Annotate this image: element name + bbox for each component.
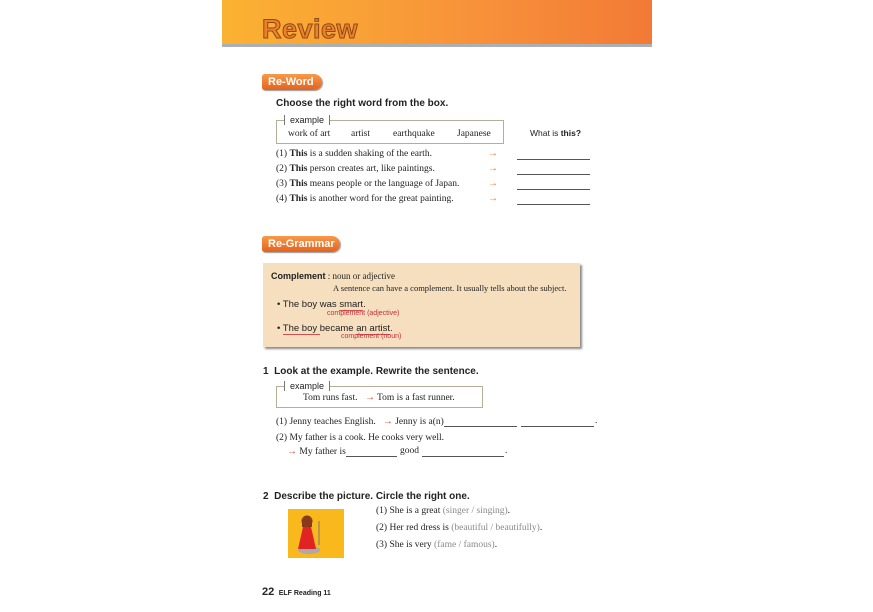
- example-label: example: [284, 381, 330, 391]
- answer-blank[interactable]: [517, 164, 590, 175]
- word: artist: [351, 129, 370, 139]
- complement-note: complement (noun): [341, 333, 402, 340]
- reword-instruction: Choose the right word from the box.: [276, 98, 449, 109]
- singer-picture: [288, 509, 344, 558]
- answer-blank[interactable]: [521, 416, 594, 427]
- example-label: example: [284, 115, 330, 125]
- question-2-answer: → My father is: [287, 446, 346, 457]
- arrow-icon: →: [365, 392, 375, 403]
- arrow-icon: →: [488, 193, 498, 204]
- singer-illustration: [288, 509, 344, 558]
- grammar-description: A sentence can have a complement. It usually tells about the subject.: [333, 283, 567, 293]
- word: Japanese: [457, 129, 491, 139]
- answer-blank[interactable]: [422, 446, 504, 457]
- arrow-icon: →: [488, 178, 498, 189]
- grammar-example-1: • The boy was smart.: [277, 299, 366, 310]
- list-item: (1) This is a sudden shaking of the earth.: [276, 149, 432, 159]
- regrammar-label: Re-Grammar: [262, 236, 340, 252]
- footer: 22 ELF Reading 11: [262, 586, 331, 598]
- arrow-icon: →: [488, 163, 498, 174]
- answer-blank[interactable]: [517, 179, 590, 190]
- grammar-example-2: • The boy became an artist.: [277, 323, 393, 334]
- choice-item: (3) She is very (fame / famous).: [376, 540, 498, 550]
- word-box: [276, 115, 504, 144]
- choice-item: (1) She is a great (singer / singing).: [376, 506, 511, 516]
- page-title: Review: [262, 14, 359, 44]
- grammar-definition: Complement : noun or adjective: [271, 271, 396, 281]
- reword-label: Re-Word: [262, 74, 322, 90]
- list-item: (3) This means people or the language of Japan.: [276, 179, 460, 189]
- period: .: [595, 416, 598, 426]
- exercise-1-title: 1 Look at the example. Rewrite the sentence.: [263, 366, 479, 377]
- example-source: Tom runs fast.: [303, 393, 358, 403]
- answer-blank[interactable]: [517, 149, 590, 160]
- example-box: [276, 381, 483, 408]
- answer-blank[interactable]: [517, 194, 590, 205]
- list-item: (4) This is another word for the great painting.: [276, 194, 454, 204]
- word: work of art: [288, 129, 331, 139]
- arrow-icon: →: [488, 148, 498, 159]
- period: .: [505, 446, 508, 456]
- grammar-box: [263, 263, 580, 347]
- answer-blank[interactable]: [444, 416, 517, 427]
- answer-blank[interactable]: [346, 446, 397, 457]
- example-result: Tom is a fast runner.: [377, 393, 455, 403]
- list-item: (2) This person creates art, like paintings.: [276, 164, 435, 174]
- choice-item: (2) Her red dress is (beautiful / beautifully).: [376, 523, 543, 533]
- complement-note: complement (adjective): [327, 310, 400, 317]
- word-good: good: [400, 446, 419, 456]
- question-2: (2) My father is a cook. He cooks very well.: [276, 433, 445, 443]
- exercise-2-title: 2 Describe the picture. Circle the right one.: [263, 491, 470, 502]
- question-1: (1) Jenny teaches English. → Jenny is a(n): [276, 416, 444, 427]
- word: earthquake: [393, 129, 435, 139]
- question: What is this?: [530, 128, 582, 138]
